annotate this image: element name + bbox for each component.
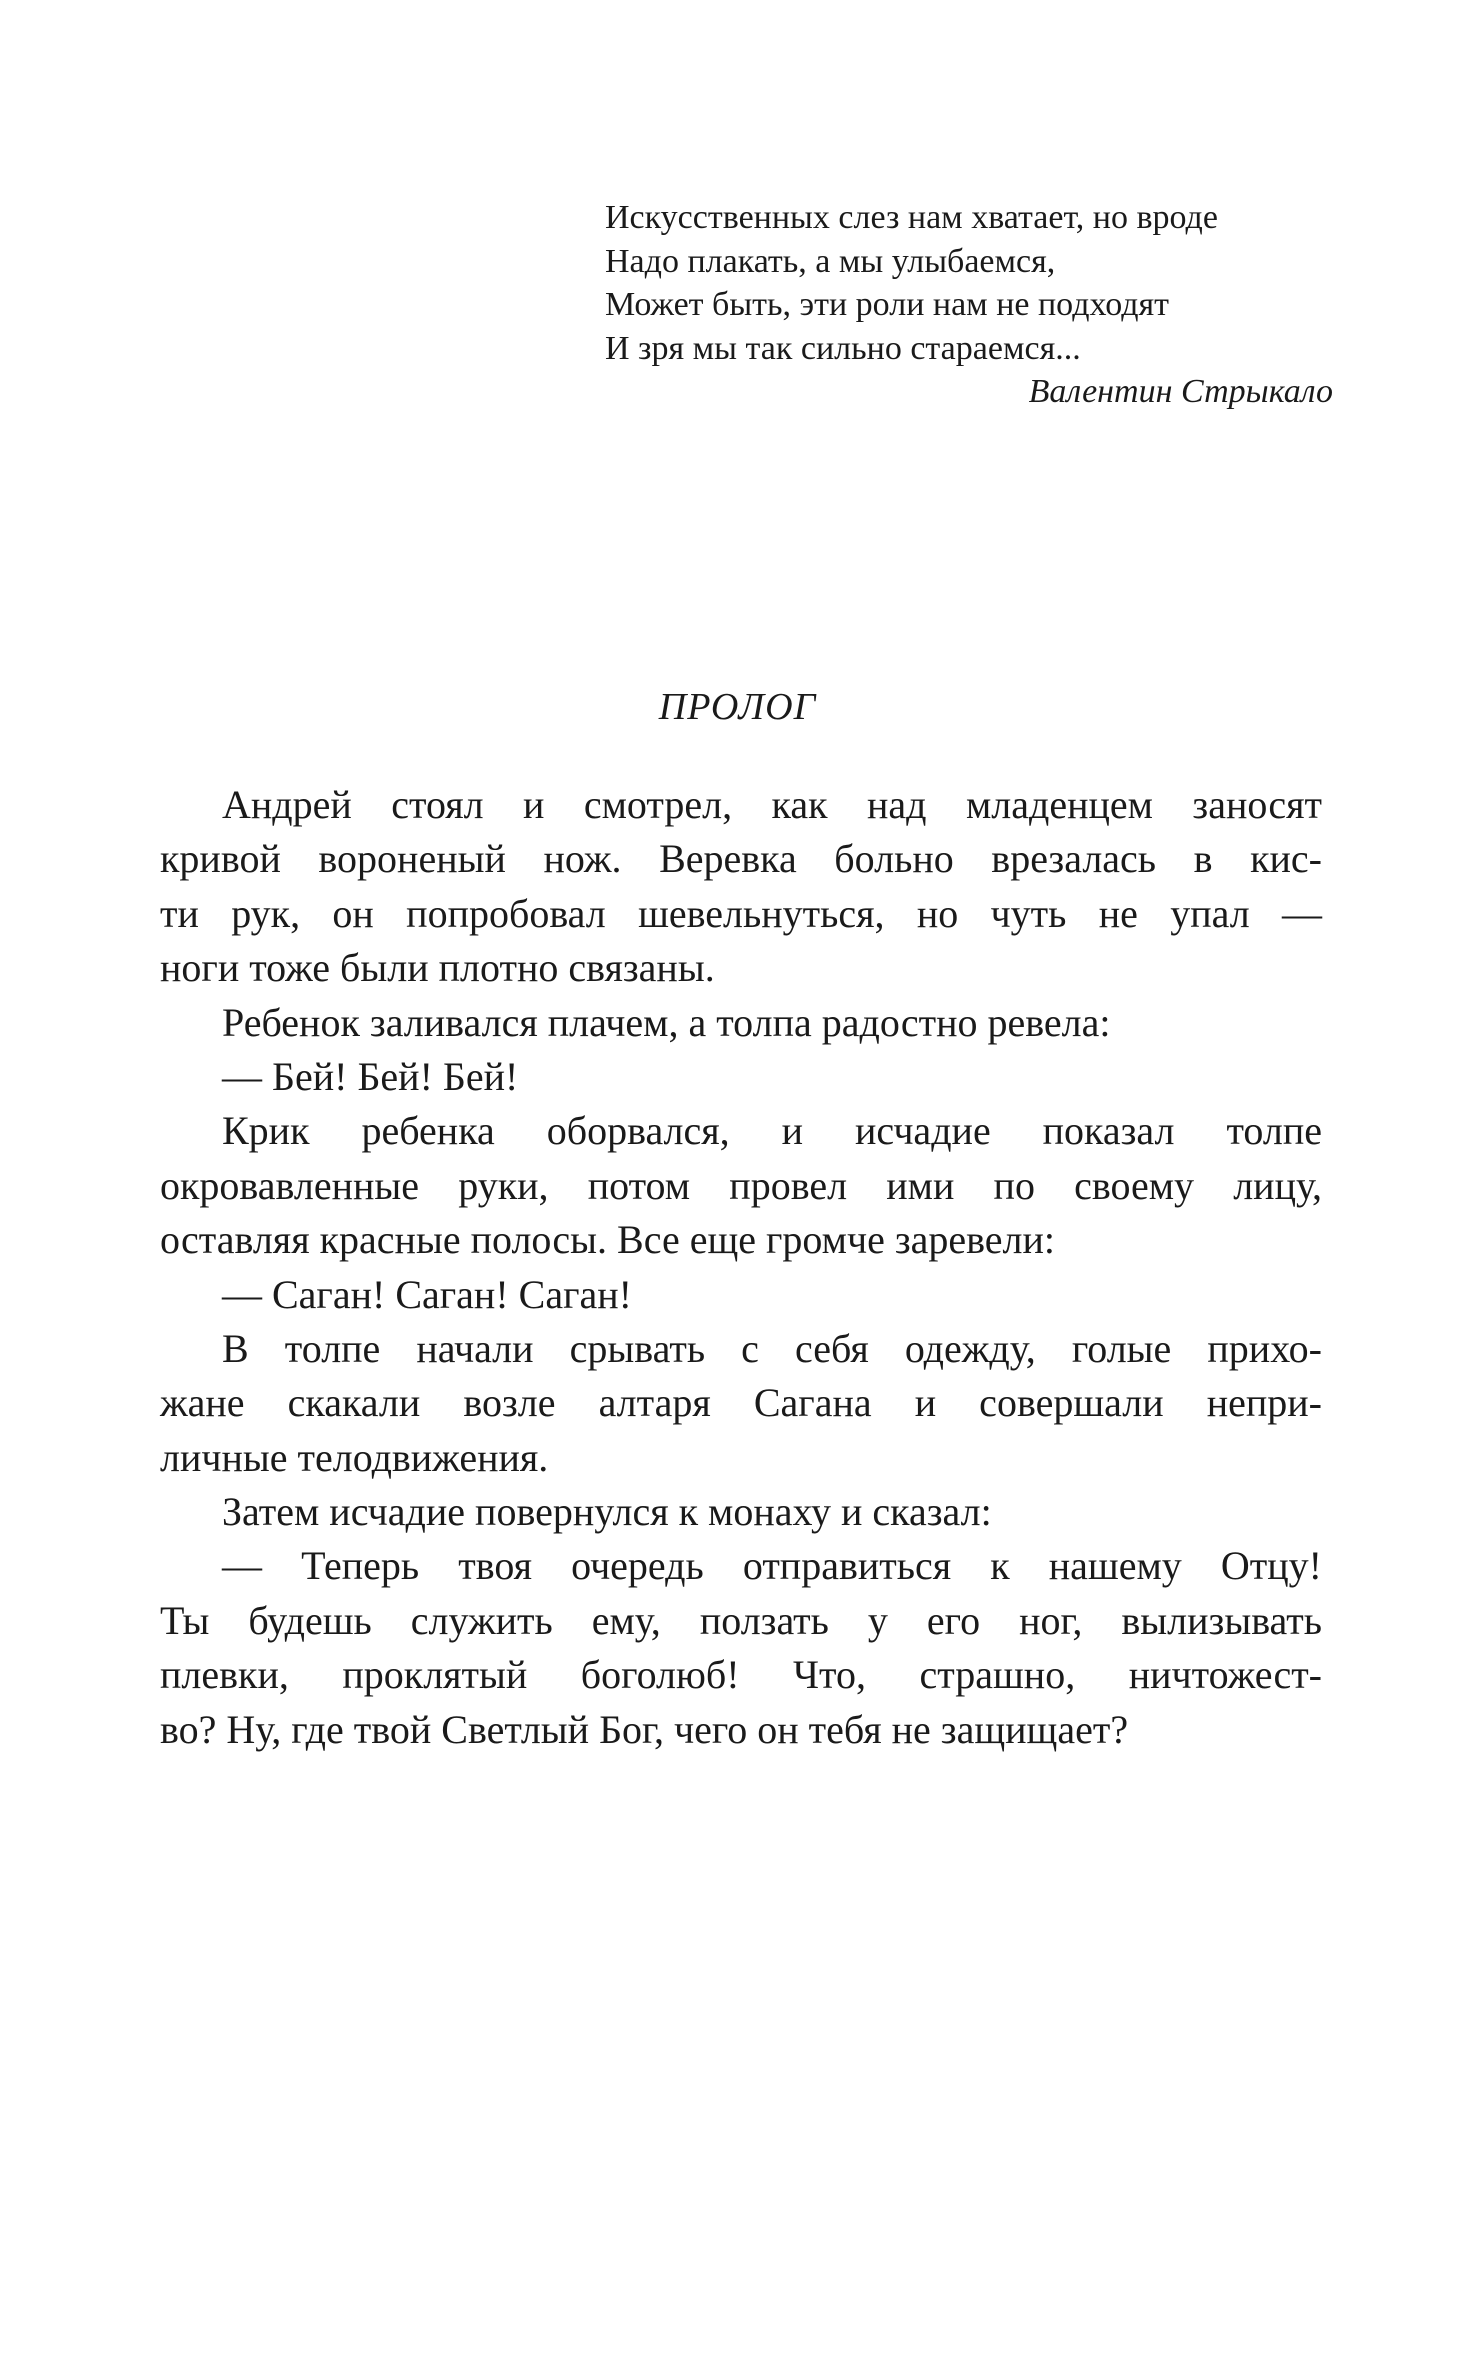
text-line: оставляя красные полосы. Все еще громче заревели: <box>160 1217 1056 1263</box>
text-line: — Бей! Бей! Бей! <box>222 1053 519 1099</box>
text-line: Крик ребенка оборвался, и исчадие показал толпе <box>222 1108 1322 1154</box>
text-line: — Теперь твоя очередь отправиться к нашему Отцу! <box>222 1543 1322 1589</box>
epigraph-line: Надо плакать, а мы улыбаемся, <box>605 242 1056 280</box>
text-line: В толпе начали срывать с себя одежду, голые прихо- <box>222 1325 1322 1371</box>
text-line: Ты будешь служить ему, ползать у его ног, вылизывать <box>160 1597 1322 1643</box>
epigraph-line: И зря мы так сильно стараемся... <box>605 329 1081 367</box>
text-line: кривой вороненый нож. Веревка больно врезалась в кис- <box>160 836 1322 882</box>
text-line: ноги тоже были плотно связаны. <box>160 945 715 991</box>
text-line: во? Ну, где твой Светлый Бог, чего он тебя не защищает? <box>160 1706 1129 1752</box>
text-line: Андрей стоял и смотрел, как над младенцем заносят <box>222 782 1322 827</box>
text-line: Ребенок заливался плачем, а толпа радостно ревела: <box>222 999 1111 1045</box>
text-line: — Саган! Саган! Саган! <box>222 1271 632 1317</box>
text-line: плевки, проклятый боголюб! Что, страшно, ничтожест- <box>160 1652 1322 1698</box>
epigraph-line: Может быть, эти роли нам не подходят <box>605 286 1170 323</box>
text-line: ти рук, он попробовал шевельнуться, но чуть не упал — <box>160 890 1322 936</box>
text-line: окровавленные руки, потом провел ими по своему лицу, <box>160 1162 1322 1208</box>
text-line: жане скакали возле алтаря Сагана и совершали непри- <box>160 1380 1322 1426</box>
epigraph <box>605 196 1345 414</box>
epigraph-author: Валентин Стрыкало <box>1028 373 1333 410</box>
body-text <box>160 778 1322 1757</box>
epigraph-line: Искусственных слез нам хватает, но вроде <box>605 199 1218 236</box>
text-line: Затем исчадие повернулся к монаху и сказал: <box>222 1489 992 1535</box>
chapter-title: ПРОЛОГ <box>658 686 817 728</box>
text-line: личные телодвижения. <box>160 1434 549 1480</box>
